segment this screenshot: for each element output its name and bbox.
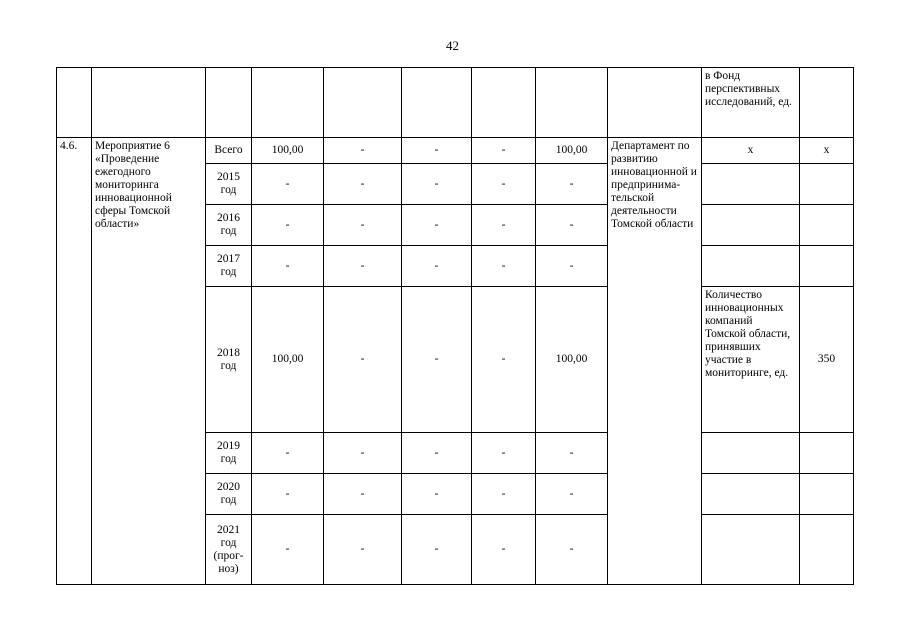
empty-cell (702, 246, 800, 287)
period-cell: Всего (206, 138, 252, 164)
empty-cell (702, 205, 800, 246)
value-cell: - (252, 205, 324, 246)
period-cell: 2020 год (206, 474, 252, 515)
empty-cell (800, 474, 854, 515)
value-cell: 100,00 (252, 287, 324, 433)
measure-number: 4.6. (57, 138, 92, 585)
value-cell: - (472, 205, 536, 246)
value-cell: - (472, 138, 536, 164)
page-number: 42 (446, 38, 459, 53)
value-cell: - (536, 205, 608, 246)
value-cell: - (536, 246, 608, 287)
executor-cell: Департамент по развитию инновационной и предпринима-тельской деятельности Томской области (608, 138, 702, 585)
value-cell: - (402, 246, 472, 287)
value-cell: - (252, 433, 324, 474)
empty-cell (800, 164, 854, 205)
continuation-row (57, 68, 854, 138)
empty-cell (702, 474, 800, 515)
indicator-value: 350 (800, 287, 854, 433)
value-cell: - (252, 164, 324, 205)
value-cell: - (472, 287, 536, 433)
period-cell: 2015 год (206, 164, 252, 205)
empty-cell (702, 433, 800, 474)
value-cell: - (402, 205, 472, 246)
value-cell: - (402, 138, 472, 164)
value-cell: - (402, 164, 472, 205)
value-cell: - (324, 515, 402, 585)
value-cell: - (402, 287, 472, 433)
indicator-cell: Количество инновационных компаний Томской области, принявших участие в мониторинге, ед. (702, 287, 800, 433)
value-cell: - (472, 515, 536, 585)
value-cell: - (402, 515, 472, 585)
value-cell: - (472, 433, 536, 474)
period-cell: 2019 год (206, 433, 252, 474)
value-cell: - (324, 246, 402, 287)
period-cell: 2021 год (прог-ноз) (206, 515, 252, 585)
value-cell: - (536, 433, 608, 474)
value-cell: - (402, 433, 472, 474)
value-cell: 100,00 (536, 287, 608, 433)
value-cell: - (252, 474, 324, 515)
value-cell: - (402, 474, 472, 515)
value-cell: 100,00 (536, 138, 608, 164)
empty-cell (402, 68, 472, 138)
indicator-value: х (800, 138, 854, 164)
value-cell: - (536, 474, 608, 515)
value-cell: - (472, 474, 536, 515)
period-cell: 2016 год (206, 205, 252, 246)
empty-cell (702, 164, 800, 205)
value-cell: - (252, 515, 324, 585)
empty-cell (800, 433, 854, 474)
empty-cell (800, 68, 854, 138)
empty-cell (800, 515, 854, 585)
empty-cell (800, 246, 854, 287)
empty-cell (472, 68, 536, 138)
empty-cell (324, 68, 402, 138)
value-cell: - (324, 474, 402, 515)
value-cell: - (472, 246, 536, 287)
indicator-cell: в Фонд перспективных исследований, ед. (702, 68, 800, 138)
value-cell: - (324, 287, 402, 433)
value-cell: - (536, 164, 608, 205)
indicator-cell: х (702, 138, 800, 164)
value-cell: - (252, 246, 324, 287)
empty-cell (800, 205, 854, 246)
budget-table (56, 67, 854, 585)
value-cell: - (536, 515, 608, 585)
value-cell: - (324, 138, 402, 164)
period-cell: 2017 год (206, 246, 252, 287)
period-cell: 2018 год (206, 287, 252, 433)
empty-cell (536, 68, 608, 138)
table-row (57, 138, 854, 164)
empty-cell (92, 68, 206, 138)
value-cell: - (324, 205, 402, 246)
empty-cell (252, 68, 324, 138)
empty-cell (702, 515, 800, 585)
empty-cell (608, 68, 702, 138)
value-cell: 100,00 (252, 138, 324, 164)
value-cell: - (324, 433, 402, 474)
value-cell: - (324, 164, 402, 205)
empty-cell (57, 68, 92, 138)
measure-name: Мероприятие 6 «Проведение ежегодного мониторинга инновационной сферы Томской области» (92, 138, 206, 585)
value-cell: - (472, 164, 536, 205)
empty-cell (206, 68, 252, 138)
